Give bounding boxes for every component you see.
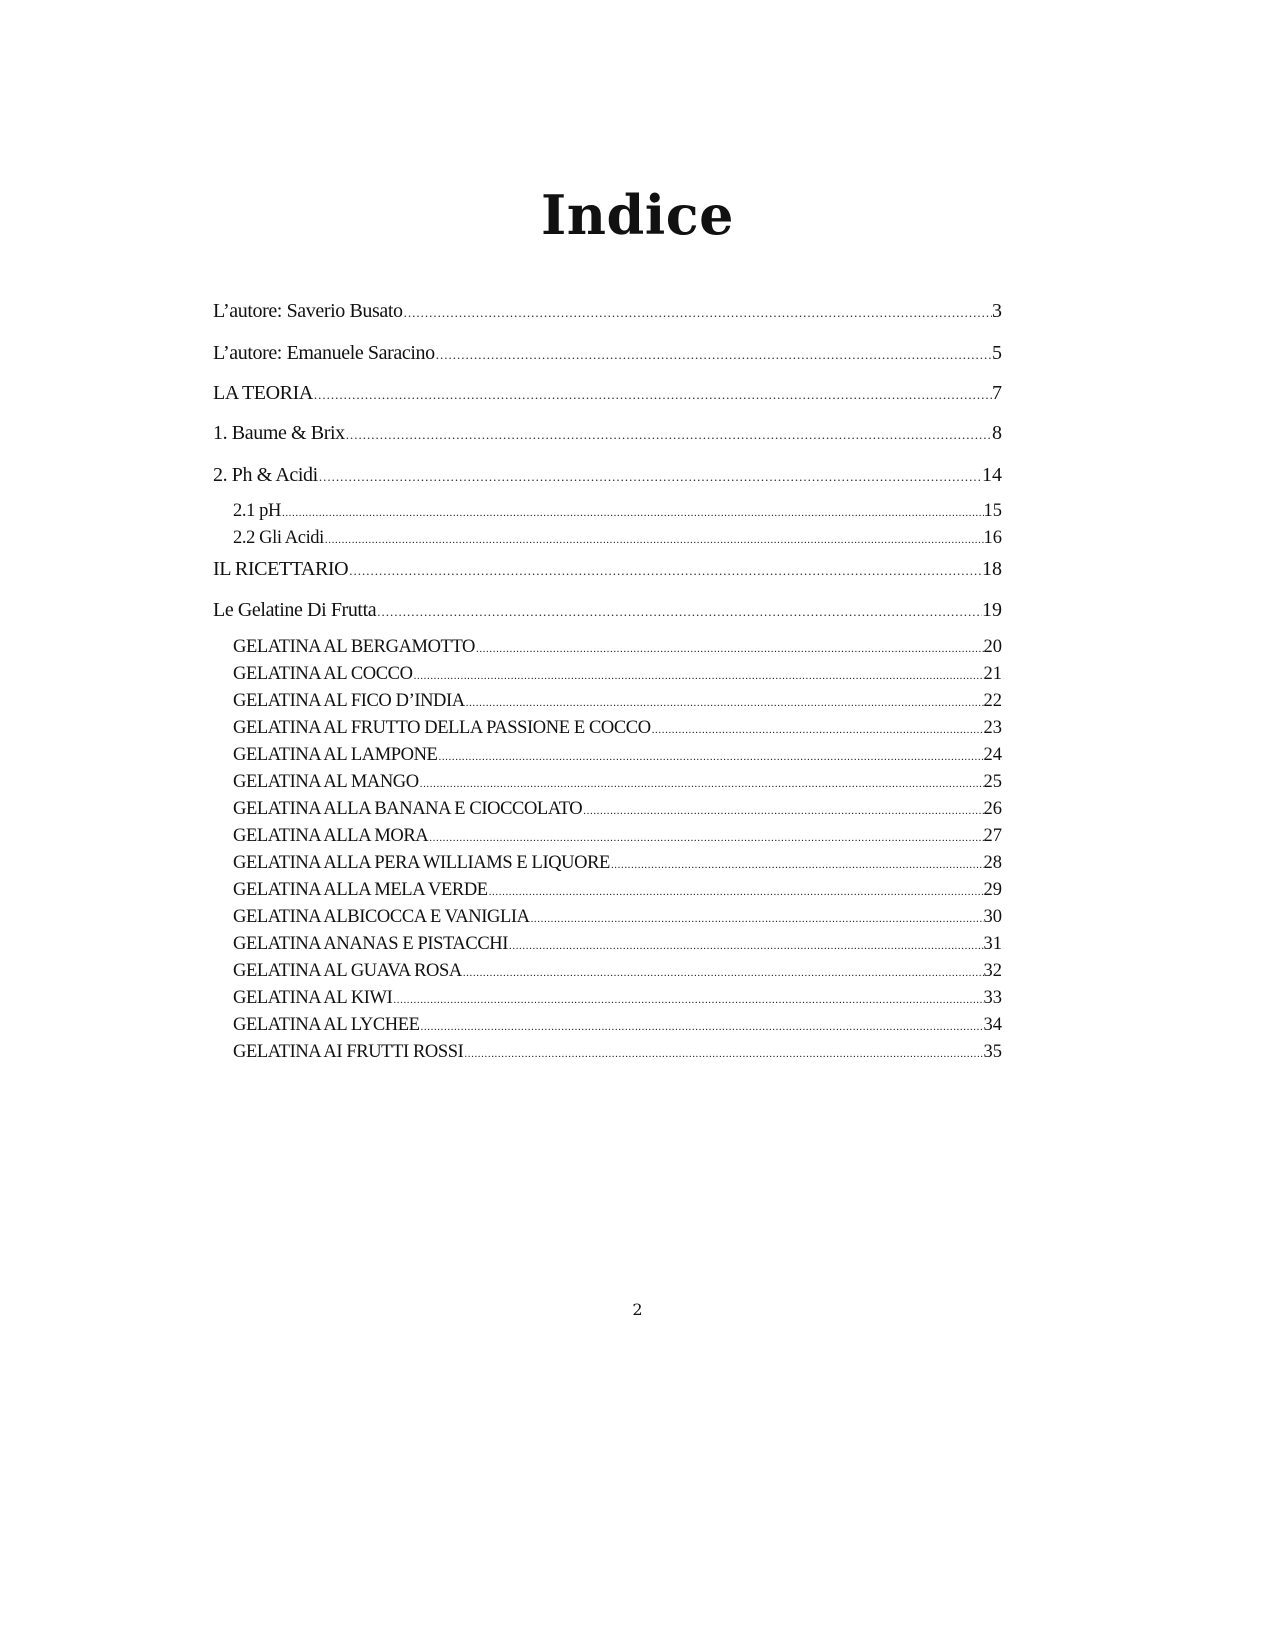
- toc-entry-mela-verde[interactable]: [233, 879, 1002, 901]
- dot-leader: [419, 773, 984, 795]
- toc-entry-label: GELATINA AL LYCHEE: [233, 1015, 420, 1035]
- toc-entry-label: Le Gelatine Di Frutta: [213, 599, 377, 621]
- dot-leader: [465, 692, 984, 714]
- toc-entry-page: 32: [983, 961, 1002, 981]
- dot-leader: [530, 908, 984, 930]
- dot-leader: [435, 344, 992, 366]
- toc-entry-page: 18: [982, 558, 1002, 580]
- toc-entry-gli-acidi[interactable]: [233, 527, 1002, 549]
- dot-leader: [313, 384, 992, 406]
- dot-leader: [345, 424, 992, 446]
- toc-entry-il-ricettario[interactable]: [213, 558, 1002, 580]
- toc-entry-label: L’autore: Emanuele Saracino: [213, 342, 435, 364]
- toc-entry-page: 27: [983, 826, 1002, 846]
- dot-leader: [508, 935, 984, 957]
- toc-entry-page: 22: [983, 691, 1002, 711]
- toc-entry-label: GELATINA AL MANGO: [233, 772, 419, 792]
- toc-entry-label: GELATINA ALLA MELA VERDE: [233, 880, 488, 900]
- toc-entry-cocco[interactable]: [233, 663, 1002, 685]
- toc-entry-page: 33: [983, 988, 1002, 1008]
- toc-entry-page: 20: [983, 637, 1002, 657]
- dot-leader: [582, 800, 983, 822]
- toc-entry-label: GELATINA AL BERGAMOTTO: [233, 637, 475, 657]
- toc-entry-label: GELATINA AL GUAVA ROSA: [233, 961, 462, 981]
- toc-entry-gelatine-di-frutta[interactable]: [213, 599, 1002, 621]
- toc-entry-label: GELATINA AL COCCO: [233, 664, 413, 684]
- toc-entry-label: GELATINA ALLA MORA: [233, 826, 429, 846]
- toc-entry-bergamotto[interactable]: [233, 636, 1002, 658]
- toc-entry-label: IL RICETTARIO: [213, 558, 349, 580]
- dot-leader: [420, 1016, 984, 1038]
- toc-entry-label: GELATINA AL FRUTTO DELLA PASSIONE E COCCO: [233, 718, 651, 738]
- dot-leader: [475, 638, 984, 660]
- toc-entry-page: 19: [982, 599, 1002, 621]
- dot-leader: [462, 962, 984, 984]
- toc-entry-page: 16: [983, 528, 1002, 548]
- toc-entry-fico-d-india[interactable]: [233, 690, 1002, 712]
- toc-entry-mora[interactable]: [233, 825, 1002, 847]
- toc-entry-page: 25: [983, 772, 1002, 792]
- toc-entry-label: GELATINA ALLA BANANA E CIOCCOLATO: [233, 799, 583, 819]
- toc-entry-page: 28: [983, 853, 1002, 873]
- toc-entry-label: LA TEORIA: [213, 382, 313, 404]
- toc-entry-label: GELATINA AL LAMPONE: [233, 745, 438, 765]
- toc-entry-frutti-rossi[interactable]: [233, 1041, 1002, 1063]
- toc-entry-la-teoria[interactable]: [213, 382, 1002, 404]
- toc-entry-page: 24: [983, 745, 1002, 765]
- toc-entry-label: 1. Baume & Brix: [213, 422, 345, 444]
- toc-entry-ph[interactable]: [233, 500, 1002, 522]
- dot-leader: [403, 302, 992, 324]
- toc-entry-label: GELATINA ALBICOCCA E VANIGLIA: [233, 907, 530, 927]
- toc-entry-label: 2.1 pH: [233, 501, 281, 521]
- toc-entry-mango[interactable]: [233, 771, 1002, 793]
- toc-entry-banana-cioccolato[interactable]: [233, 798, 1002, 820]
- dot-leader: [413, 665, 984, 687]
- toc-entry-page: 8: [992, 422, 1002, 444]
- toc-entry-page: 7: [992, 382, 1002, 404]
- dot-leader: [318, 466, 982, 488]
- toc-entry-page: 23: [983, 718, 1002, 738]
- toc-entry-kiwi[interactable]: [233, 987, 1002, 1009]
- toc-entry-page: 15: [983, 501, 1002, 521]
- toc-entry-page: 34: [983, 1015, 1002, 1035]
- dot-leader: [348, 560, 982, 582]
- dot-leader: [376, 601, 982, 623]
- toc-entry-frutto-passione-cocco[interactable]: [233, 717, 1002, 739]
- toc-entry-page: 3: [992, 300, 1002, 322]
- toc-entry-baume-brix[interactable]: [213, 422, 1002, 444]
- toc-entry-label: L’autore: Saverio Busato: [213, 300, 403, 322]
- toc-entry-albicocca-vaniglia[interactable]: [233, 906, 1002, 928]
- toc-entry-autore-saracino[interactable]: [213, 342, 1002, 364]
- dot-leader: [392, 989, 983, 1011]
- dot-leader: [437, 746, 983, 768]
- dot-leader: [281, 502, 984, 524]
- toc-entry-page: 14: [982, 464, 1002, 486]
- dot-leader: [324, 529, 984, 551]
- toc-entry-guava-rosa[interactable]: [233, 960, 1002, 982]
- toc-entry-page: 35: [983, 1042, 1002, 1062]
- dot-leader: [610, 854, 984, 876]
- dot-leader: [651, 719, 984, 741]
- toc-entry-page: 26: [983, 799, 1002, 819]
- page-number: 2: [632, 1300, 643, 1319]
- page-title: Indice: [540, 183, 735, 247]
- toc-entry-ph-acidi[interactable]: [213, 464, 1002, 486]
- toc-entry-label: 2. Ph & Acidi: [213, 464, 318, 486]
- toc-entry-label: GELATINA ANANAS E PISTACCHI: [233, 934, 508, 954]
- toc-entry-label: 2.2 Gli Acidi: [233, 528, 324, 548]
- toc-entry-ananas-pistacchi[interactable]: [233, 933, 1002, 955]
- toc-entry-lychee[interactable]: [233, 1014, 1002, 1036]
- toc-entry-page: 21: [983, 664, 1002, 684]
- toc-entry-lampone[interactable]: [233, 744, 1002, 766]
- toc-entry-label: GELATINA AI FRUTTI ROSSI: [233, 1042, 464, 1062]
- toc-entry-autore-busato[interactable]: [213, 300, 1002, 322]
- toc-entry-page: 5: [992, 342, 1002, 364]
- toc-entry-pera-williams-liquore[interactable]: [233, 852, 1002, 874]
- dot-leader: [463, 1043, 983, 1065]
- toc-entry-page: 29: [983, 880, 1002, 900]
- toc-entry-label: GELATINA AL FICO D’INDIA: [233, 691, 465, 711]
- dot-leader: [488, 881, 984, 903]
- toc-entry-label: GELATINA AL KIWI: [233, 988, 393, 1008]
- toc-entry-page: 31: [983, 934, 1002, 954]
- toc-entry-page: 30: [983, 907, 1002, 927]
- dot-leader: [428, 827, 983, 849]
- toc-entry-label: GELATINA ALLA PERA WILLIAMS E LIQUORE: [233, 853, 610, 873]
